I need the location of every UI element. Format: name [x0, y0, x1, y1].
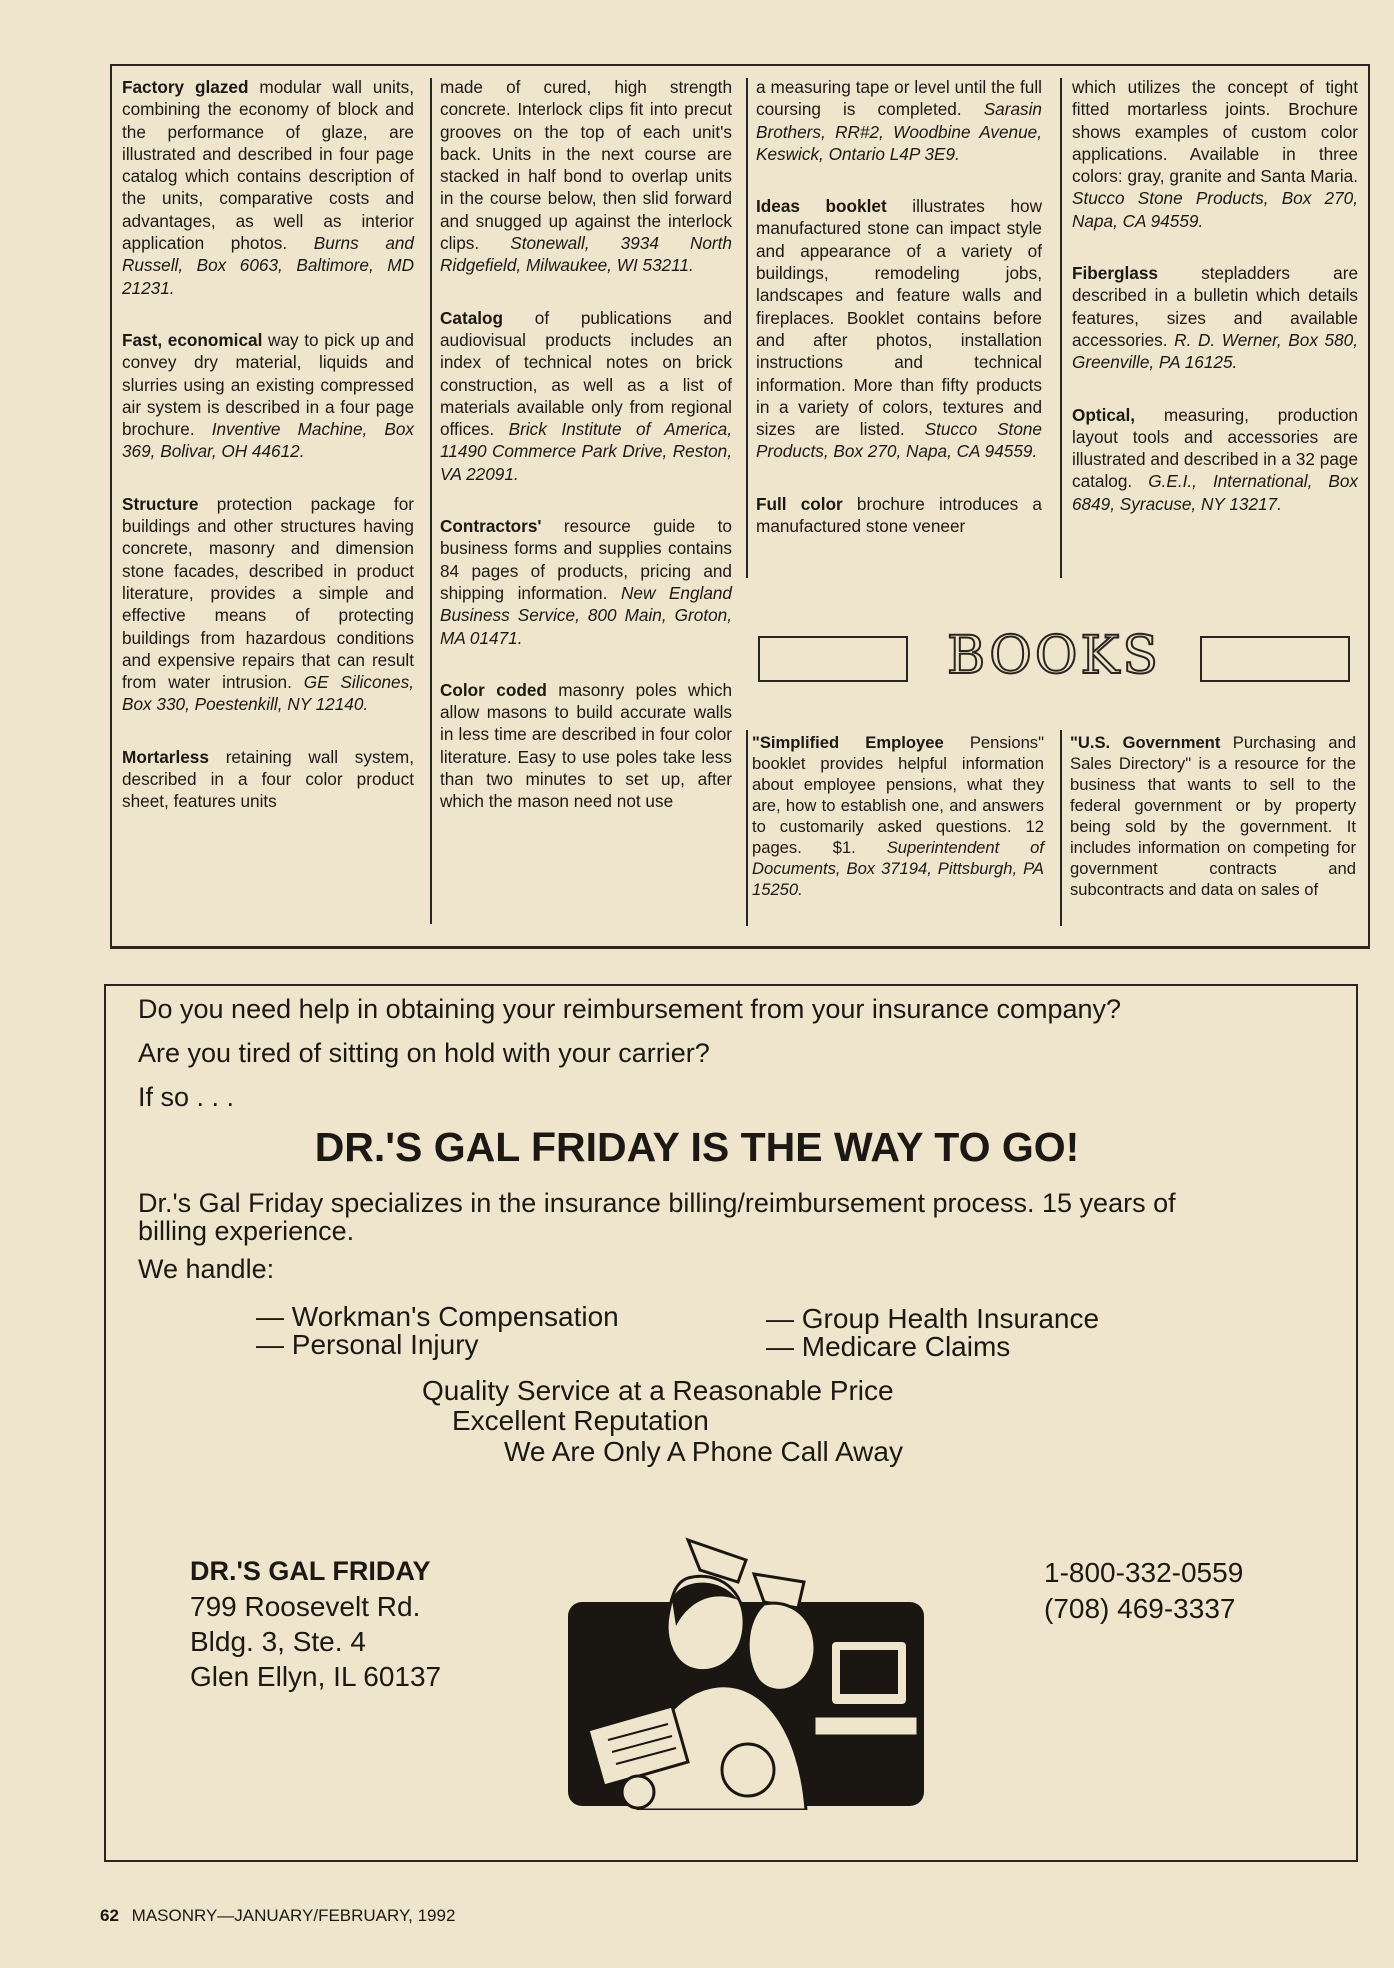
- item-body: made of cured, high strength concrete. Interlock clips fit into precut grooves on the top of each unit's back. Units in the next course are stacked in half bond to overlap units in the course below, then slid forward and snugged up against the interlock clips.: [440, 77, 732, 254]
- computer-screen-icon: [840, 1650, 898, 1694]
- ad-address-3: Glen Ellyn, IL 60137: [190, 1661, 442, 1692]
- column-2: [440, 76, 732, 843]
- item-source: New England Business Service, 800 Main, Groton, MA 01471.: [440, 582, 732, 648]
- item-body: retaining wall system, described in a four color product sheet, features units: [122, 746, 414, 812]
- literature-item: [440, 76, 732, 277]
- item-body: a measuring tape or level until the full coursing is completed.: [756, 77, 1042, 120]
- ad-we-handle: We handle:: [138, 1254, 275, 1284]
- ad-service-personal-injury: — Personal Injury: [256, 1329, 479, 1360]
- item-source: Stucco Stone Products, Box 270, Napa, CA 94559.: [756, 419, 1042, 462]
- item-lead: Optical,: [1072, 404, 1136, 425]
- column-divider: [430, 78, 432, 924]
- item-lead: "U.S. Government: [1070, 733, 1221, 752]
- item-body: which utilizes the concept of tight fitted mortarless joints. Brochure shows examples of custom color applications. Available in three colors: gray, granite and Santa Maria.: [1072, 77, 1358, 187]
- column-divider: [1060, 78, 1062, 578]
- ad-headline: DR.'S GAL FRIDAY IS THE WAY TO GO!: [314, 1124, 1080, 1170]
- literature-item: [122, 746, 414, 813]
- item-lead: "Simplified Employee: [752, 733, 944, 752]
- ad-service-workmans-comp: — Workman's Compensation: [256, 1301, 619, 1332]
- item-lead: Fast, economical: [122, 329, 263, 350]
- literature-item: [756, 195, 1042, 463]
- item-body: protection package for buildings and other structures having concrete, masonry and dimension stone facades, described in product literature, provides a simple and effective means of protecting buildings from hazardous conditions and expensive repairs that can result from water intrusion.: [122, 493, 414, 693]
- ad-phone-2: (708) 469-3337: [1044, 1593, 1236, 1624]
- item-lead: Contractors': [440, 516, 542, 537]
- item-body: measuring, production layout tools and accessories are illustrated and described in a 32 page catalog.: [1072, 404, 1358, 492]
- item-lead: Full color: [756, 493, 843, 514]
- item-lead: Structure: [122, 493, 199, 514]
- item-lead: Factory glazed: [122, 77, 249, 97]
- item-source: Stucco Stone Products, Box 270, Napa, CA 94559.: [1072, 188, 1358, 231]
- literature-item: [756, 493, 1042, 538]
- ad-address-2: Bldg. 3, Ste. 4: [190, 1626, 366, 1657]
- literature-item: [122, 493, 414, 716]
- item-source: Stonewall, 3934 North Ridgefield, Milwaukee, WI 53211.: [440, 233, 732, 276]
- item-body: Purchasing and Sales Directory" is a resource for the business that wants to sell to the federal government or by property being sold by the government. It includes information on competing for government contracts and subcontracts and data on sales of: [1070, 733, 1356, 899]
- literature-item: [756, 76, 1042, 165]
- books-banner-right-rule: [1200, 636, 1350, 682]
- books-column-4: [1070, 732, 1356, 930]
- item-lead: Color coded: [440, 679, 547, 700]
- ad-phone-1: 1-800-332-0559: [1044, 1557, 1244, 1588]
- item-source: Superintendent of Documents, Box 37194, Pittsburgh, PA 15250.: [752, 838, 1044, 899]
- page-number: 62: [100, 1906, 119, 1925]
- ad-service-group-health: — Group Health Insurance: [766, 1303, 1100, 1334]
- column-divider: [746, 78, 748, 578]
- item-body: of publications and audiovisual products includes an index of technical notes on brick construction, as well as a list of materials available only from regional offices.: [440, 307, 732, 440]
- ad-address-1: 799 Roosevelt Rd.: [190, 1591, 421, 1622]
- item-source: GE Silicones, Box 330, Poestenkill, NY 12140.: [122, 672, 414, 715]
- ad-if-so: If so . . .: [138, 1082, 235, 1112]
- item-source: Sarasin Brothers, RR#2, Woodbine Avenue, Keswick, Ontario L4P 3E9.: [756, 99, 1042, 164]
- item-source: G.E.I., International, Box 6849, Syracuse, NY 13217.: [1072, 471, 1358, 514]
- item-body: way to pick up and convey dry material, liquids and slurries using an existing compressed air system is described in a four page brochure.: [122, 329, 414, 440]
- page-footer: [100, 1906, 455, 1926]
- ad-intro-line-1: Dr.'s Gal Friday specializes in the insurance billing/reimbursement process. 15 years of: [138, 1188, 1176, 1218]
- ad-company-name: DR.'S GAL FRIDAY: [190, 1556, 431, 1586]
- item-source: Inventive Machine, Box 369, Bolivar, OH 44612.: [122, 419, 415, 462]
- literature-item: [1072, 76, 1358, 232]
- column-3: [756, 76, 1042, 567]
- column-divider: [1060, 730, 1062, 926]
- literature-item: [122, 329, 414, 463]
- item-body: resource guide to business forms and supplies contains 84 pages of products, pricing and shipping information.: [440, 516, 732, 603]
- ad-question-2: Are you tired of sitting on hold with your carrier?: [138, 1038, 710, 1068]
- ad-service-medicare: — Medicare Claims: [766, 1331, 1011, 1362]
- books-banner: [748, 626, 1358, 690]
- patient-face-icon: [722, 1744, 774, 1796]
- item-lead: Fiberglass: [1072, 263, 1158, 284]
- literature-item: [1072, 262, 1358, 373]
- ad-tagline-1: Quality Service at a Reasonable Price: [422, 1375, 894, 1406]
- second-nurse-figure-icon: [748, 1603, 815, 1690]
- literature-item: [1072, 404, 1358, 515]
- literature-item: [440, 307, 732, 485]
- item-body: Pensions" booklet provides helpful information about employee pensions, what they are, how to establish one, and answers to customarily asked questions. 12 pages. $1.: [752, 733, 1044, 857]
- item-lead: Catalog: [440, 307, 504, 328]
- child-face-icon: [622, 1776, 654, 1808]
- literature-item: [440, 515, 732, 649]
- item-lead: Ideas booklet: [756, 196, 887, 217]
- nurse-illustration: [568, 1530, 948, 1810]
- ad-tagline-3: We Are Only A Phone Call Away: [504, 1436, 903, 1467]
- item-body: brochure introduces a manufactured stone veneer: [756, 493, 1042, 537]
- ad-tagline-2: Excellent Reputation: [452, 1405, 709, 1436]
- publication-line: MASONRY—JANUARY/FEBRUARY, 1992: [131, 1906, 456, 1925]
- item-source: Brick Institute of America, 11490 Commerce Park Drive, Reston, VA 22091.: [440, 419, 733, 484]
- books-banner-left-rule: [758, 636, 908, 682]
- ad-question-1: Do you need help in obtaining your reimbursement from your insurance company?: [138, 994, 1122, 1024]
- column-1: [122, 76, 414, 843]
- literature-item: [122, 76, 414, 299]
- item-body: modular wall units, combining the economy of block and the performance of glaze, are illustrated and described in four page catalog which contains description of the units, comparative costs and advantages, as well as interior application photos.: [122, 77, 414, 254]
- item-body: illustrates how manufactured stone can impact style and appearance of a variety of buildings, remodeling jobs, landscapes and feature walls and fireplaces. Booklet contains before and after photos, installation instructions and technical information. More than fifty products in a variety of colors, textures and sizes are listed.: [756, 196, 1042, 440]
- literature-item: [440, 679, 732, 813]
- books-heading: BOOKS: [947, 626, 1161, 686]
- column-4: [1072, 76, 1358, 545]
- ad-intro-line-2: billing experience.: [138, 1216, 355, 1246]
- literature-item: [1070, 732, 1356, 900]
- item-body: stepladders are described in a bulletin which details features, sizes and available accessories.: [1072, 263, 1358, 350]
- item-body: masonry poles which allow masons to build accurate walls in less time are described in four color literature. Easy to use poles take less than two minutes to set up, after which the mason need not use: [440, 679, 733, 812]
- item-source: Burns and Russell, Box 6063, Baltimore, MD 21231.: [122, 233, 414, 298]
- books-column-3: [752, 732, 1044, 930]
- computer-keyboard-icon: [814, 1716, 918, 1736]
- item-lead: Mortarless: [122, 746, 209, 767]
- literature-item: [752, 732, 1044, 900]
- column-divider: [746, 730, 748, 926]
- item-source: R. D. Werner, Box 580, Greenville, PA 16125.: [1072, 329, 1358, 373]
